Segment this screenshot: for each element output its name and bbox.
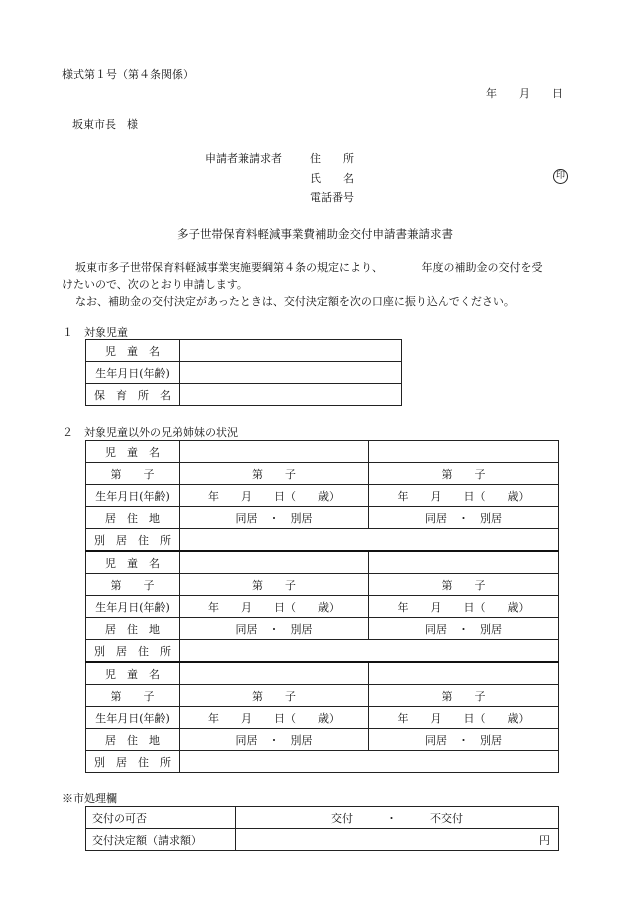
birth-value[interactable]: 年 月 日（ 歳） <box>180 707 369 729</box>
applicant-role-label: 申請者兼請求者 <box>205 152 282 165</box>
order-value[interactable]: 第 子 <box>369 574 559 596</box>
approval-choice[interactable]: 交付 ・ 不交付 <box>236 807 559 829</box>
separate-address-label: 別 居 住 所 <box>86 529 180 552</box>
section2-heading: ２ 対象児童以外の兄弟姉妹の状況 <box>62 426 238 439</box>
nursery-name-label: 保 育 所 名 <box>86 384 180 406</box>
table-row <box>86 551 559 574</box>
birth-label: 生年月日(年齢) <box>86 596 180 618</box>
order-label: 第 子 <box>86 685 180 707</box>
office-use-table <box>85 806 559 851</box>
order-label: 第 子 <box>86 463 180 485</box>
residence-label: 居 住 地 <box>86 618 180 640</box>
amount-label: 交付決定額（請求額） <box>86 829 236 851</box>
sibling-name-label: 児 童 名 <box>86 662 180 685</box>
sibling-name-input[interactable] <box>369 662 559 685</box>
table-row <box>86 662 559 685</box>
residence-choice[interactable]: 同居 ・ 別居 <box>180 507 369 529</box>
sibling-name-input[interactable] <box>369 441 559 463</box>
body-line-2: けたいので、次のとおり申請します。 <box>62 278 248 291</box>
birth-value[interactable]: 年 月 日（ 歳） <box>369 707 559 729</box>
body-line-3: なお、補助金の交付決定があったときは、交付決定額を次の口座に振り込んでください。 <box>75 295 515 308</box>
table-row <box>86 596 559 618</box>
table-row <box>86 529 559 552</box>
form-number: 様式第１号（第４条関係） <box>62 68 194 81</box>
table-row <box>86 362 402 384</box>
target-child-table <box>85 339 402 406</box>
child-name-input[interactable] <box>180 340 402 362</box>
residence-choice[interactable]: 同居 ・ 別居 <box>369 729 559 751</box>
separate-address-input[interactable] <box>180 640 559 663</box>
yen-unit: 円 <box>539 833 550 847</box>
table-row <box>86 707 559 729</box>
separate-address-label: 別 居 住 所 <box>86 640 180 663</box>
address-label: 住 所 <box>310 152 354 165</box>
sibling-name-input[interactable] <box>180 441 369 463</box>
table-row <box>86 807 559 829</box>
section1-heading: １ 対象児童 <box>62 326 128 339</box>
separate-address-input[interactable] <box>180 529 559 552</box>
table-row <box>86 729 559 751</box>
table-row <box>86 618 559 640</box>
siblings-table <box>85 440 559 773</box>
date-field[interactable]: 年 月 日 <box>486 87 563 100</box>
separate-address-input[interactable] <box>180 751 559 773</box>
phone-label: 電話番号 <box>310 191 354 204</box>
order-label: 第 子 <box>86 574 180 596</box>
birth-label: 生年月日(年齢) <box>86 707 180 729</box>
sibling-name-input[interactable] <box>180 662 369 685</box>
residence-label: 居 住 地 <box>86 507 180 529</box>
table-row <box>86 751 559 773</box>
birth-value[interactable]: 年 月 日（ 歳） <box>180 485 369 507</box>
sibling-name-label: 児 童 名 <box>86 551 180 574</box>
name-label: 氏 名 <box>310 172 354 185</box>
residence-choice[interactable]: 同居 ・ 別居 <box>369 507 559 529</box>
table-row <box>86 507 559 529</box>
body-line-1: 坂東市多子世帯保育料軽減事業実施要綱第４条の規定により、 年度の補助金の交付を受 <box>75 261 543 274</box>
order-value[interactable]: 第 子 <box>180 574 369 596</box>
residence-choice[interactable]: 同居 ・ 別居 <box>180 618 369 640</box>
sibling-name-input[interactable] <box>369 551 559 574</box>
table-row <box>86 384 402 406</box>
birthdate-label: 生年月日(年齢) <box>86 362 180 384</box>
nursery-name-input[interactable] <box>180 384 402 406</box>
table-row <box>86 340 402 362</box>
sibling-name-input[interactable] <box>180 551 369 574</box>
birth-value[interactable]: 年 月 日（ 歳） <box>369 485 559 507</box>
residence-label: 居 住 地 <box>86 729 180 751</box>
order-value[interactable]: 第 子 <box>369 463 559 485</box>
table-row <box>86 640 559 663</box>
residence-choice[interactable]: 同居 ・ 別居 <box>369 618 559 640</box>
table-row <box>86 829 559 851</box>
birth-value[interactable]: 年 月 日（ 歳） <box>180 596 369 618</box>
addressee: 坂東市長 様 <box>72 118 138 131</box>
seal-mark: 印 <box>553 168 568 184</box>
document-title: 多子世帯保育料軽減事業費補助金交付申請書兼請求書 <box>177 227 453 241</box>
table-row <box>86 463 559 485</box>
residence-choice[interactable]: 同居 ・ 別居 <box>180 729 369 751</box>
approval-label: 交付の可否 <box>86 807 236 829</box>
child-name-label: 児 童 名 <box>86 340 180 362</box>
table-row <box>86 685 559 707</box>
sibling-name-label: 児 童 名 <box>86 441 180 463</box>
table-row <box>86 441 559 463</box>
amount-input[interactable] <box>236 829 559 851</box>
birth-value[interactable]: 年 月 日（ 歳） <box>369 596 559 618</box>
table-row <box>86 485 559 507</box>
order-value[interactable]: 第 子 <box>369 685 559 707</box>
birth-label: 生年月日(年齢) <box>86 485 180 507</box>
order-value[interactable]: 第 子 <box>180 463 369 485</box>
separate-address-label: 別 居 住 所 <box>86 751 180 773</box>
office-use-heading: ※市処理欄 <box>62 792 117 805</box>
order-value[interactable]: 第 子 <box>180 685 369 707</box>
table-row <box>86 574 559 596</box>
birthdate-input[interactable] <box>180 362 402 384</box>
